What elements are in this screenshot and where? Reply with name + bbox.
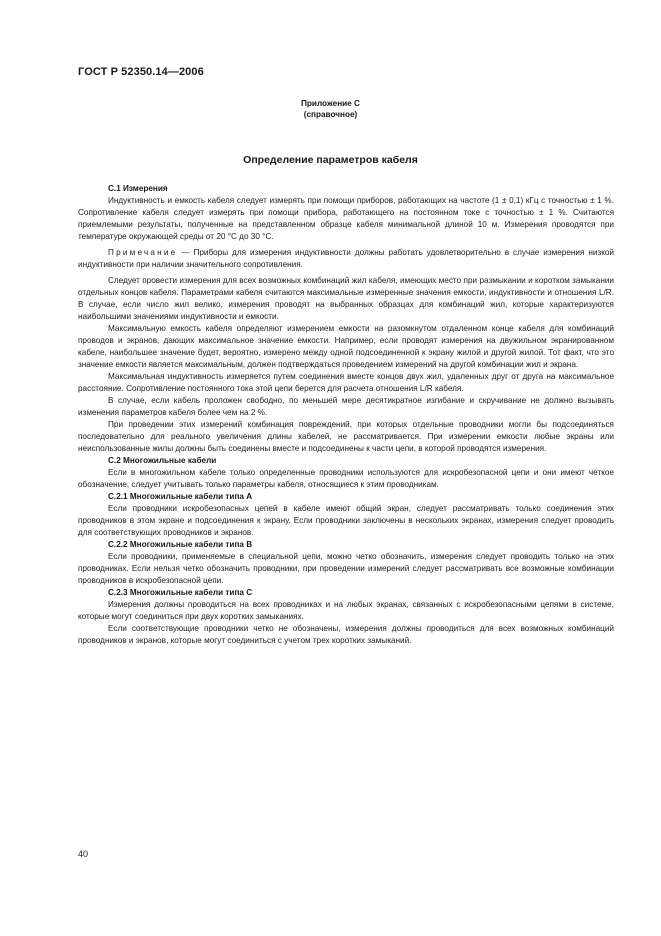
paragraph: Если проводники, применяемые в специальной цепи, можно четко обозначить, измерения следует проводить только на этих проводниках. Если нельзя четко обозначить проводники, при проведении измерений следует рассматривать все возможные комбинации проводников в искробезопасной цепи.: [78, 552, 614, 585]
note-paragraph: [78, 247, 614, 271]
paragraph: Измерения должны проводиться на всех проводниках и на любых экранах, связанных с искробезопасными цепями в системе, которые могут соединиться при двух коротких замыканиях.: [78, 600, 614, 621]
paragraph: При проведении этих измерений комбинация повреждений, при которых отдельные проводники могли бы подсоединяться последовательно для реального увеличения длины кабелей, не рассматривается. При измерении емкости любые экраны или неиспользованные жилы должны быть соединены вместе и подсоединены к части цепи, в которой проводятся измерения.: [78, 420, 614, 453]
page-title: Определение параметров кабеля: [243, 154, 418, 166]
paragraph: Если в многожильном кабеле только определенные проводники используются для искробезопасной цепи и они имеют четкое обозначение, следует учитывать только параметры кабеля, относящиеся к этим проводникам.: [78, 468, 614, 489]
paragraph: Максимальная индуктивность измеряется путем соединения вместе концов двух жил, удаленных друг от друга на максимальное расстояние. Сопротивление постоянного тока этой цепи берется для расчета отношения L/R кабеля.: [78, 372, 614, 393]
document-id: ГОСТ Р 52350.14—2006: [78, 66, 204, 78]
paragraph: Если проводники искробезопасных цепей в кабеле имеют общий экран, следует рассматривать только соединения этих проводников в этом экране и подсоединения к экрану. Если проводники заключены в нескольких экранах, измерения следует проводить для соответствующих проводников и экранов.: [78, 504, 614, 537]
paragraph: В случае, если кабель проложен свободно, по меньшей мере десятикратное изгибание и скручивание не должно вызывать изменения параметров кабеля более чем на 2 %.: [78, 396, 614, 417]
annex-block: [0, 98, 661, 120]
paragraph: Если соответствующие проводники четко не обозначены, измерения должны проводиться для всех возможных комбинаций проводников и экранов, которые могут соединиться с учетом трех коротких замыканий.: [78, 624, 614, 645]
section-heading-c22: С.2.2 Многожильные кабели типа В: [108, 540, 253, 549]
annex-type: (справочное): [303, 110, 358, 119]
section-heading-c2: С.2 Многожильные кабели: [108, 456, 217, 465]
annex-label: Приложение С: [301, 99, 360, 108]
paragraph: Индуктивность и емкость кабеля следует измерять при помощи приборов, работающих на частоте (1 ± 0,1) кГц с точностью ± 1 %. Сопротивление кабеля следует измерять при помощи прибора, работающего на постоянном токе с точностью ± 1 %. Считаются приемлемыми результаты, полученные на представленном образце кабеля минимальной длиной 10 м. Измерения проводятся при температуре окружающей среды от 20 °С до 30 °С.: [78, 196, 614, 241]
section-heading-c1: С.1 Измерения: [108, 184, 168, 193]
section-heading-c23: С.2.3 Многожильные кабели типа С: [108, 588, 253, 597]
note-label: Примечание: [108, 248, 178, 257]
paragraph: Следует провести измерения для всех возможных комбинаций жил кабеля, имеющих место при размыкании и коротком замыкании отдельных концов кабеля. Параметрами кабеля считаются максимальные измеренные значения емкости, индуктивности и отношения L/R. В случае, если число жил велико, измерения проводят на выбранных образцах для комбинаций жил, которые характеризуются наибольшими значениями индуктивности и емкости.: [78, 276, 614, 321]
section-heading-c21: С.2.1 Многожильные кабели типа А: [108, 492, 253, 501]
page-number: 40: [78, 849, 89, 859]
note-text: — Приборы для измерения индуктивности должны работать удовлетворительно в случае измерения низкой индуктивности при наличии значительного сопротивления.: [78, 248, 614, 269]
document-body: [78, 183, 614, 647]
paragraph: Максимальную емкость кабеля определяют измерением емкости на разомкнутом отдаленном конце кабеля для комбинаций проводов и экранов, дающих максимальное значение емкости. Например, если проводят измерения на двужильном экранированном кабеле, наибольшее значение будет, вероятно, измерено между одной подсоединенной к экрану жилой и другой жилой. Тот факт, что это значение емкости является максимальным, должен подтверждаться проведением измерений на другой комбинации жил и экрана.: [78, 324, 614, 369]
